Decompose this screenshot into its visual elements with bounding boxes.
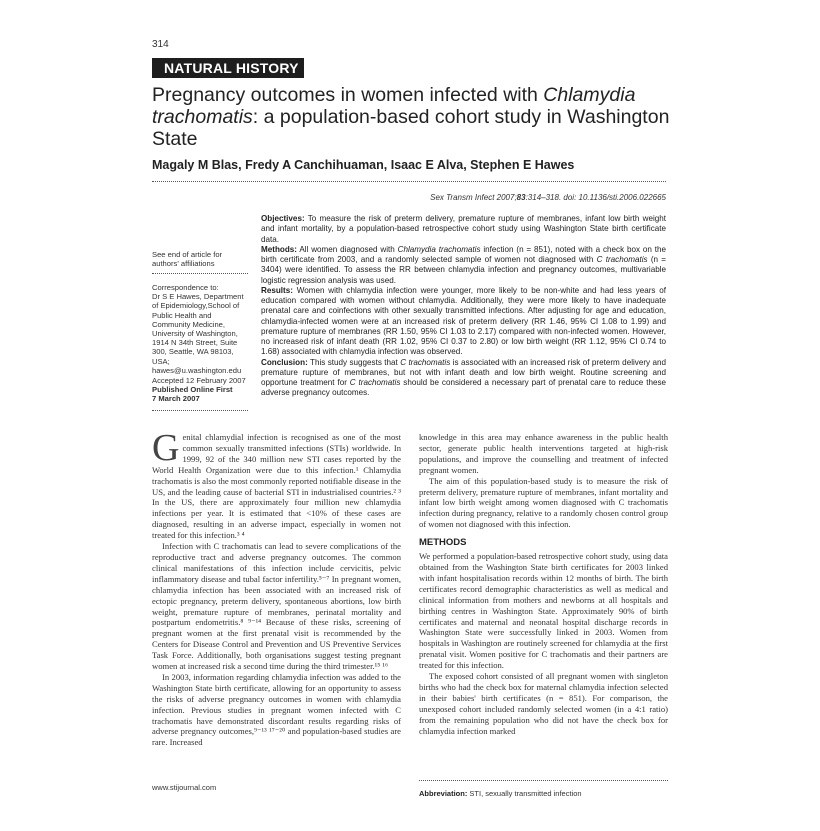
correspondence-email[interactable]: hawes@u.washington.edu (152, 365, 242, 375)
published-label: Published Online First (152, 385, 233, 395)
abstract-methods: Methods: All women diagnosed with Chlamydia trachomatis infection (n = 851), noted with a check box on the birth certificate from 2003, and a randomly selected sample of women not diagnosed with C trachomatis (n = 3404) were identified. To assess the RR between chlamydia infection and pregnancy outcomes, multivariable logistic regression analysis was used. (261, 244, 666, 285)
sidebar-divider-2 (152, 410, 248, 411)
methods-paragraph-1: We performed a population-based retrospective cohort study, using data obtained from the Washington State birth certificates for 2003 linked with infant hospitalisation records within 12 months of birth. The birth certificates record demographic characteristics as well as medical and clinical information from mothers and newborns at all hospitals and birthing centres in Washington State. Approximately 90% of birth certificates and maternal and neonatal hospital discharge records in Washington State were successfully linked in 2003. Women from hospitals in Washington are routinely screened for chlamydia at the first prenatal visit. Women positive for C trachomatis and their partners are treated for this infection. (419, 551, 668, 671)
title-part-1: Pregnancy outcomes in women infected with (152, 84, 544, 106)
methods-paragraph-2: The exposed cohort consisted of all pregnant women with singleton births who had the check box for maternal chlamydia infection selected in their babies' birth certificates (n = 851). For comparison, the unexposed cohort included randomly selected women (in a 4:1 ratio) from the remaining population who did not have the check box for chlamydia infection marked (419, 671, 668, 736)
author-list: Magaly M Blas, Fredy A Canchihuaman, Isaac E Alva, Stephen E Hawes (152, 158, 575, 172)
article-title (152, 84, 692, 150)
footnote-divider (419, 780, 668, 781)
abstract-conclusion: Conclusion: This study suggests that C trachomatis is associated with an increased risk of preterm delivery and premature rupture of membranes, but not with infant death and low birth weight. Routine screening and opportune treatment for C trachomatis should be considered a necessary part of prenatal care to reduce these adverse pregnancy outcomes. (261, 357, 666, 398)
methods-heading: METHODS (419, 537, 467, 549)
drop-cap: G (152, 427, 180, 469)
title-part-3: : a population-based cohort study in Washington State (152, 106, 670, 150)
page-number: 314 (152, 39, 169, 50)
header-divider (152, 181, 666, 182)
title-part-italic: Chlamydia trachomatis (152, 84, 636, 128)
abstract-results: Results: Women with chlamydia infection were younger, more likely to be non-white and had less years of education compared with women without chlamydia. Additionally, they were more likely to have inadequate prenatal care and coinfections with other sexually transmitted infections. After adjusting for age and education, chlamydia-infected women were at an increased risk of preterm delivery (RR 1.46, 95% CI 1.08 to 1.99) and premature rupture of membranes (RR 1.50, 95% CI 1.03 to 2.17) compared with non-infected women. However, no increased risk of infant death (RR 1.02, 95% CI 0.37 to 2.80) or low birth weight (RR 1.12, 95% CI 0.74 to 1.68) associated with chlamydia infection was observed. (261, 285, 666, 357)
abstract-objectives: Objectives: To measure the risk of preterm delivery, premature rupture of membranes, infant low birth weight and infant mortality, by a population-based retrospective cohort study using Washington State birth certificate data. (261, 214, 666, 244)
affiliations-note: See end of article for authors' affiliations (152, 250, 223, 269)
journal-url[interactable]: www.stijournal.com (152, 783, 217, 792)
intro-paragraph-4: knowledge in this area may enhance awareness in the public health sector, generate public health interventions targeted at high-risk populations, and improve the counselling and treatment of infected pregnant women. (419, 432, 668, 475)
intro-paragraph-5: The aim of this population-based study is to measure the risk of preterm delivery, premature rupture of membranes, infant mortality and infant low birth weight among women diagnosed with C trachomatis infection during pregnancy, relative to a randomly chosen control group of women not diagnosed with this infection. (419, 475, 668, 530)
accepted-date: Accepted 12 February 2007 (152, 376, 246, 385)
intro-paragraph-1: Genital chlamydial infection is recognised as one of the most common sexually transmitted infections (STIs) worldwide. In 1999, 92 of the 340 million new STI cases reported by the World Health Organization were due to this infection.¹ Chlamydia trachomatis is also the most commonly reported notifiable disease in the US, and the leading cause of bacterial STI in industrialised countries.² ³ In the US, there are approximately four million new chlamydia infections per year. It is estimated that <10% of these cases are diagnosed, resulting in an adverse impact, especially in women not treated for this infection.³ ⁴ (152, 427, 401, 541)
citation-volume: 83 (516, 193, 526, 202)
intro-paragraph-3: In 2003, information regarding chlamydia infection was added to the Washington State birth certificate, allowing for an opportunity to assess the risks of adverse pregnancy outcomes in women with chlamydia infection. Previous studies in pregnant women infected with C trachomatis have demonstrated discordant results regarding risks of adverse pregnancy outcomes,⁹⁻¹³ ¹⁷⁻²⁰ and population-based studies are rare. Increased (152, 671, 401, 748)
body-column-left (152, 427, 401, 748)
section-label: NATURAL HISTORY (164, 60, 299, 76)
citation-pages: :314–318. doi: 10.1136/sti.2006.022665 (525, 193, 666, 202)
citation (152, 193, 666, 202)
intro-paragraph-2: Infection with C trachomatis can lead to severe complications of the reproductive tract and adverse pregnancy outcomes. The common clinical manifestations of this infection include cervicitis, pelvic inflammatory disease and tubal factor infertility.⁵⁻⁷ In pregnant women, chlamydia infection has been associated with an increased risk of ectopic pregnancy, preterm delivery, spontaneous abortions, low birth weight, premature rupture of membranes, perinatal mortality and postpartum endometritis.⁸ ⁹⁻¹⁴ Because of these risks, screening of pregnant women at the first prenatal visit is recommended by the Centers for Disease Control and Prevention and US Preventive Services Task Force. Additionally, both organisations suggest testing pregnant women at increased risk a second time during the third trimester.¹⁵ ¹⁶ (152, 541, 401, 672)
correspondence-address: Dr S E Hawes, Department of Epidemiology,School of Public Health and Community Medicine, University of Washington, 1914 N 34th Street, Suite 300, Seattle, WA 98103, USA; (152, 292, 244, 366)
body-column-right (419, 432, 668, 736)
correspondence-label: Correspondence to: (152, 283, 219, 292)
section-banner (152, 58, 304, 78)
published-date: 7 March 2007 (152, 394, 200, 404)
publication-dates (152, 376, 248, 404)
citation-journal: Sex Transm Infect 2007; (430, 193, 517, 202)
correspondence-block (152, 283, 248, 375)
sidebar-divider-1 (152, 273, 248, 274)
abstract (261, 214, 666, 399)
abbreviations-footnote: Abbreviation: STI, sexually transmitted infection (419, 789, 582, 798)
